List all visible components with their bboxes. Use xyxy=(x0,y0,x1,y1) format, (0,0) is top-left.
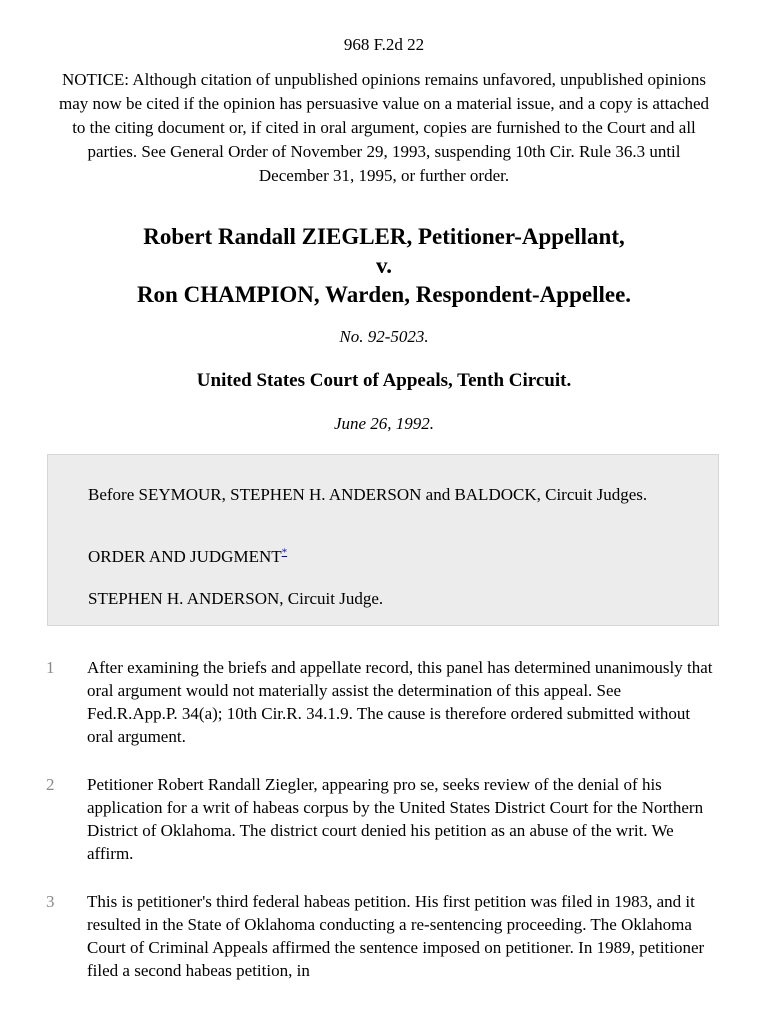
decision-date: June 26, 1992. xyxy=(333,414,435,433)
panel-judges: Before SEYMOUR, STEPHEN H. ANDERSON and BALDOCK, Circuit Judges. xyxy=(88,485,648,504)
reporter-citation: 968 F.2d 22 xyxy=(343,35,425,54)
appellee-name: Ron CHAMPION, Warden, Respondent-Appellee. xyxy=(136,282,632,307)
footnote-link[interactable]: * xyxy=(281,546,288,559)
panel-info-box xyxy=(47,454,719,626)
appellant-name: Robert Randall ZIEGLER, Petitioner-Appellant, xyxy=(143,224,625,249)
paragraph-text: This is petitioner's third federal habeas petition. His first petition was filed in 1983, and it resulted in the State of Oklahoma conducting a re-sentencing proceeding. The Oklahoma Court of Criminal Appeals affirmed the sentence imposed on petitioner. In 1989, petitioner filed a second habeas petition, in xyxy=(87,892,705,980)
paragraph-number: 1 xyxy=(46,658,55,677)
paragraph-number: 2 xyxy=(46,775,55,794)
order-title: ORDER AND JUDGMENT xyxy=(88,547,282,566)
docket-number: No. 92-5023. xyxy=(339,327,429,346)
case-caption xyxy=(0,222,768,309)
court-name: United States Court of Appeals, Tenth Circuit. xyxy=(196,370,572,391)
paragraph-number: 3 xyxy=(46,892,55,911)
unpublished-notice: NOTICE: Although citation of unpublished opinions remains unfavored, unpublished opinions may now be cited if the opinion has persuasive value on a material issue, and a copy is attached to the citing document or, if cited in oral argument, copies are furnished to the Court and all parties. See General Order of November 29, 1993, suspending 10th Cir. Rule 36.3 until December 31, 1995, or further order. xyxy=(58,70,710,185)
order-heading xyxy=(88,545,708,568)
paragraph-text: Petitioner Robert Randall Ziegler, appearing pro se, seeks review of the denial of his application for a writ of habeas corpus by the United States District Court for the Northern District of Oklahoma. The district court denied his petition as an abuse of the writ. We affirm. xyxy=(87,775,704,863)
authoring-judge: STEPHEN H. ANDERSON, Circuit Judge. xyxy=(88,589,384,608)
versus-label: v. xyxy=(376,253,392,278)
paragraph-text: After examining the briefs and appellate record, this panel has determined unanimously that oral argument would not materially assist the determination of this appeal. See Fed.R.App.P. 34(a); 10th Cir.R. 34.1.9. The cause is therefore ordered submitted without oral argument. xyxy=(87,658,713,746)
